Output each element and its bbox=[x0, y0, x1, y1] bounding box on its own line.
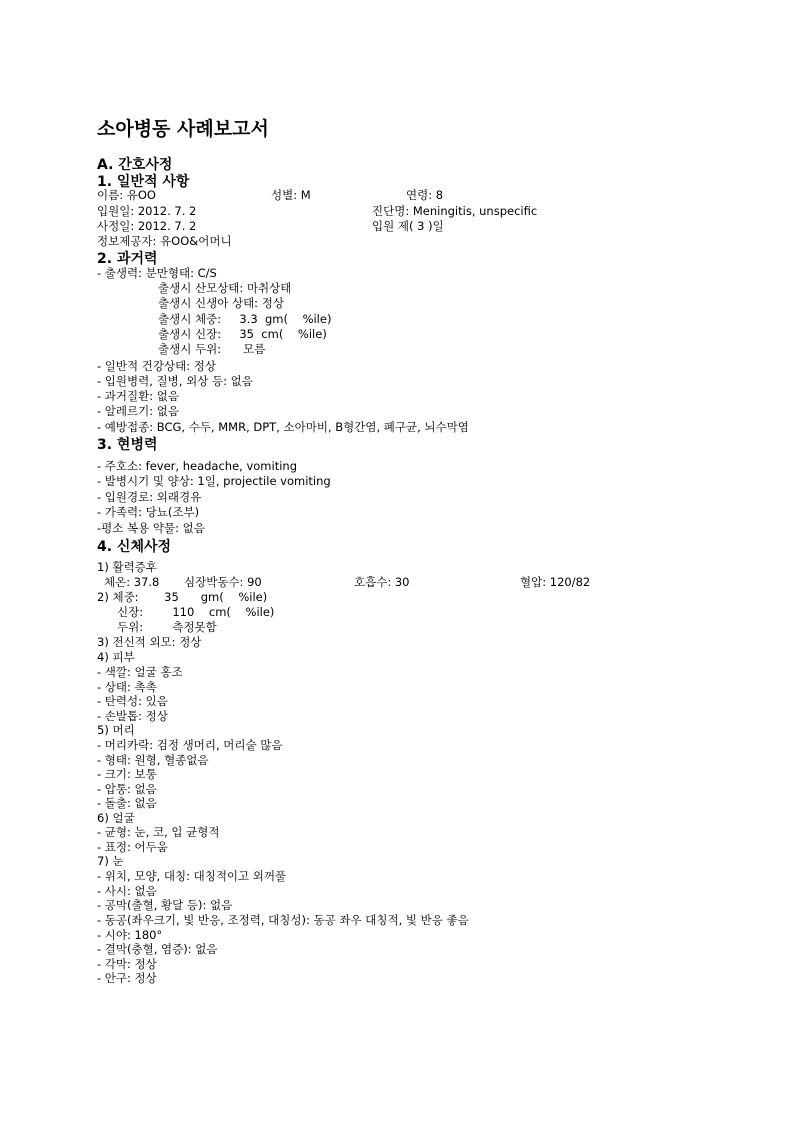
body-measure: 두위: 측정못함 bbox=[117, 620, 217, 634]
section-a-heading: A. 간호사정 bbox=[97, 157, 173, 173]
exam-line: - 압통: 없음 bbox=[97, 782, 157, 796]
exam-line: - 시야: 180° bbox=[97, 928, 163, 942]
exam-line: - 각막: 정상 bbox=[97, 957, 157, 971]
birth-method: - 출생력: 분만형태: C/S bbox=[97, 266, 217, 280]
history-item: - 일반적 건강상태: 정상 bbox=[97, 359, 216, 373]
exam-line: 7) 눈 bbox=[97, 854, 124, 868]
exam-line: - 돌출: 없음 bbox=[97, 796, 157, 810]
vital-hr: 심장박동수: 90 bbox=[184, 575, 262, 589]
exam-line: - 탄력성: 있음 bbox=[97, 694, 168, 708]
diagnosis: 진단명: Meningitis, unspecific bbox=[372, 204, 538, 218]
body-measure: 신장: 110 cm( %ile) bbox=[117, 605, 275, 619]
assess-date: 사정일: 2012. 7. 2 bbox=[97, 219, 197, 233]
exam-line: - 크기: 보통 bbox=[97, 767, 157, 781]
history-item: - 입원병력, 질병, 외상 등: 없음 bbox=[97, 374, 253, 388]
history-item: - 예방접종: BCG, 수두, MMR, DPT, 소아마비, B형간염, 폐구균, 뇌수막염 bbox=[97, 420, 469, 434]
hospital-day: 입원 제( 3 )일 bbox=[372, 219, 444, 233]
history-item: - 과거질환: 없음 bbox=[97, 389, 179, 403]
exam-line: - 균형: 눈, 코, 입 균형적 bbox=[97, 825, 220, 839]
birth-item: 출생시 신생아 상태: 정상 bbox=[158, 296, 284, 310]
present-illness-heading: 3. 현병력 bbox=[97, 437, 158, 453]
exam-line: - 색깔: 얼굴 홍조 bbox=[97, 665, 183, 679]
exam-line: - 위치, 모양, 대칭: 대칭적이고 외꺼풀 bbox=[97, 869, 287, 883]
present-item: -평소 복용 약물: 없음 bbox=[97, 521, 205, 535]
exam-line: - 형태: 원형, 혈종없음 bbox=[97, 753, 209, 767]
exam-line: - 사시: 없음 bbox=[97, 884, 157, 898]
admit-date: 입원일: 2012. 7. 2 bbox=[97, 204, 197, 218]
exam-line: - 동공(좌우크기, 빛 반응, 조정력, 대칭성): 동공 좌우 대칭적, 빛 반응 좋음 bbox=[97, 913, 469, 927]
informant: 정보제공자: 유OO&어머니 bbox=[97, 234, 232, 248]
present-item: - 입원경로: 외래경유 bbox=[97, 490, 202, 504]
vital-signs-heading: 1) 활력증후 bbox=[97, 560, 157, 574]
exam-line: 3) 전신적 외모: 정상 bbox=[97, 635, 202, 649]
exam-line: - 표정: 어두움 bbox=[97, 840, 168, 854]
physical-exam-heading: 4. 신체사정 bbox=[97, 539, 172, 555]
patient-name: 이름: 유OO bbox=[97, 188, 156, 202]
birth-item: 출생시 체중: 3.3 gm( %ile) bbox=[158, 312, 332, 326]
exam-line: - 결막(충혈, 염증): 없음 bbox=[97, 942, 218, 956]
history-item: - 알레르기: 없음 bbox=[97, 404, 179, 418]
birth-item: 출생시 신장: 35 cm( %ile) bbox=[158, 327, 327, 341]
birth-item: 출생시 산모상태: 마취상태 bbox=[158, 281, 292, 295]
vital-temp: 체온: 37.8 bbox=[104, 575, 160, 589]
present-item: - 발병시기 및 양상: 1일, projectile vomiting bbox=[97, 474, 331, 488]
patient-sex: 성별: M bbox=[271, 188, 311, 202]
birth-item: 출생시 두위: 모름 bbox=[158, 342, 266, 356]
present-item: - 가족력: 당뇨(조부) bbox=[97, 505, 200, 519]
exam-line: - 손발톱: 정상 bbox=[97, 709, 168, 723]
vital-rr: 호흡수: 30 bbox=[354, 575, 410, 589]
exam-line: - 공막(출혈, 황달 등): 없음 bbox=[97, 898, 233, 912]
exam-line: 4) 피부 bbox=[97, 650, 135, 664]
exam-line: 6) 얼굴 bbox=[97, 811, 135, 825]
exam-line: 5) 머리 bbox=[97, 723, 135, 737]
exam-line: - 머리카락: 검정 생머리, 머리숱 많음 bbox=[97, 738, 283, 752]
patient-age: 연령: 8 bbox=[406, 188, 444, 202]
exam-line: - 안구: 정상 bbox=[97, 971, 157, 985]
exam-line: - 상태: 촉촉 bbox=[97, 680, 157, 694]
general-info-heading: 1. 일반적 사항 bbox=[97, 174, 190, 190]
report-title: 소아병동 사례보고서 bbox=[97, 118, 269, 140]
past-history-heading: 2. 과거력 bbox=[97, 251, 158, 267]
vital-bp: 혈압: 120/82 bbox=[520, 575, 591, 589]
present-item: - 주호소: fever, headache, vomiting bbox=[97, 459, 297, 473]
body-measure: 2) 체중: 35 gm( %ile) bbox=[97, 590, 268, 604]
